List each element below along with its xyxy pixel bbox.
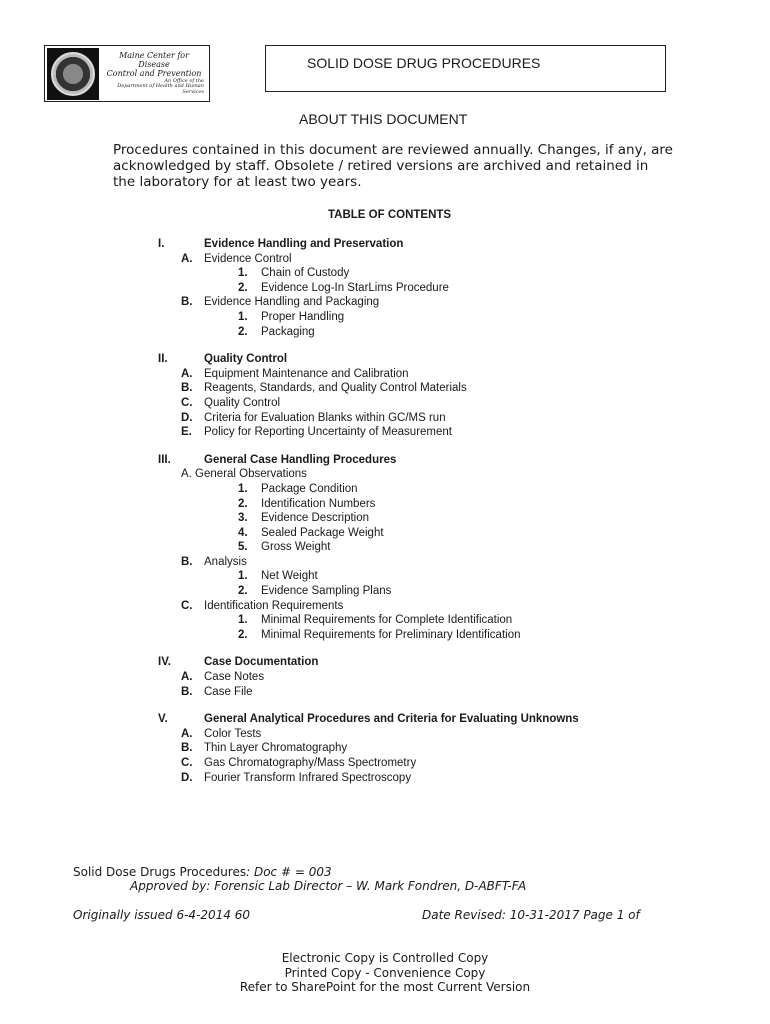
toc-subitem bbox=[0, 482, 770, 497]
toc-subitem bbox=[0, 497, 770, 512]
item-letter: B. bbox=[181, 742, 193, 755]
sharepoint-line: Refer to SharePoint for the most Current Version bbox=[239, 980, 531, 994]
item-text: A. General Observations bbox=[181, 468, 307, 481]
subitem-number: 2. bbox=[238, 628, 248, 641]
subitem-number: 2. bbox=[238, 325, 248, 338]
item-text: Analysis bbox=[204, 555, 247, 568]
subitem-number: 1. bbox=[238, 570, 248, 583]
logo-line-4: Department of Health and Human Services bbox=[117, 83, 204, 96]
doc-number-line bbox=[73, 865, 332, 879]
table-of-contents bbox=[0, 237, 770, 798]
intro-paragraph: Procedures contained in this document are reviewed annually. Changes, if any, are acknowledged by staff. Obsolete / retired versions are archived and retained in the laboratory for at least two years. bbox=[113, 142, 673, 190]
toc-item bbox=[0, 252, 770, 267]
subitem-text: Net Weight bbox=[261, 570, 318, 583]
toc-item bbox=[0, 741, 770, 756]
item-text: Evidence Handling and Packaging bbox=[204, 296, 380, 309]
logo-text bbox=[104, 51, 204, 96]
item-letter: A. bbox=[181, 727, 193, 740]
subitem-number: 1. bbox=[238, 267, 248, 280]
copy-control-notice bbox=[0, 951, 770, 995]
approved-by: Approved by: Forensic Lab Director – W. Mark Fondren, D-ABFT-FA bbox=[130, 879, 527, 893]
item-text: Case Notes bbox=[204, 671, 265, 684]
toc-item bbox=[0, 771, 770, 786]
toc-item bbox=[0, 381, 770, 396]
toc-subitem bbox=[0, 310, 770, 325]
item-text: Fourier Transform Infrared Spectroscopy bbox=[204, 771, 412, 784]
section-numeral: III. bbox=[158, 453, 171, 466]
date-revised: Date Revised: 10-31-2017 Page 1 of bbox=[422, 908, 640, 922]
toc-subitem bbox=[0, 526, 770, 541]
item-letter: D. bbox=[181, 771, 193, 784]
toc-item bbox=[0, 411, 770, 426]
toc-section bbox=[0, 352, 770, 440]
section-title: General Analytical Procedures and Criteria for Evaluating Unknowns bbox=[204, 713, 579, 726]
toc-subitem bbox=[0, 511, 770, 526]
item-letter: B. bbox=[181, 382, 193, 395]
item-text: Reagents, Standards, and Quality Control Materials bbox=[204, 382, 467, 395]
logo-line-3: An Office of the bbox=[164, 77, 204, 84]
toc-item bbox=[0, 396, 770, 411]
toc-item bbox=[0, 756, 770, 771]
toc-section bbox=[0, 655, 770, 699]
item-letter: B. bbox=[181, 296, 193, 309]
item-text: Policy for Reporting Uncertainty of Measurement bbox=[204, 426, 452, 439]
subitem-text: Minimal Requirements for Complete Identification bbox=[261, 614, 513, 627]
item-letter: A. bbox=[181, 671, 193, 684]
document-title: SOLID DOSE DRUG PROCEDURES bbox=[307, 55, 541, 71]
subitem-text: Proper Handling bbox=[261, 310, 345, 323]
toc-section-heading bbox=[0, 352, 770, 367]
toc-item bbox=[0, 727, 770, 742]
section-numeral: IV. bbox=[158, 656, 172, 669]
item-letter: A. bbox=[181, 252, 193, 265]
toc-title: TABLE OF CONTENTS bbox=[328, 209, 452, 221]
toc-section-heading bbox=[0, 453, 770, 468]
toc-section bbox=[0, 237, 770, 339]
toc-subitem bbox=[0, 613, 770, 628]
toc-item bbox=[0, 295, 770, 310]
item-text: Criteria for Evaluation Blanks within GC/MS run bbox=[204, 411, 446, 424]
item-letter: C. bbox=[181, 757, 193, 769]
subitem-text: Packaging bbox=[261, 325, 315, 338]
doc-label: Solid Dose Drugs Procedures bbox=[73, 865, 247, 879]
subitem-number: 2. bbox=[238, 497, 248, 510]
subitem-number: 5. bbox=[238, 541, 248, 554]
subitem-text: Evidence Description bbox=[261, 512, 370, 525]
subitem-text: Evidence Log-In StarLims Procedure bbox=[261, 281, 449, 294]
item-letter: B. bbox=[181, 685, 193, 698]
doc-number: : Doc # = 003 bbox=[246, 865, 332, 879]
toc-section-heading bbox=[0, 237, 770, 252]
subitem-text: Evidence Sampling Plans bbox=[261, 585, 392, 598]
subitem-number: 1. bbox=[238, 614, 248, 627]
item-text: Evidence Control bbox=[204, 252, 292, 265]
agency-logo bbox=[44, 45, 210, 102]
subitem-text: Gross Weight bbox=[261, 541, 331, 554]
toc-subitem bbox=[0, 628, 770, 643]
section-title: Quality Control bbox=[204, 353, 288, 366]
toc-section-heading bbox=[0, 712, 770, 727]
subitem-text: Chain of Custody bbox=[261, 267, 350, 280]
subitem-number: 4. bbox=[238, 526, 248, 539]
section-title: Evidence Handling and Preservation bbox=[204, 238, 404, 250]
section-numeral: V. bbox=[158, 713, 168, 726]
originally-issued: Originally issued 6-4-2014 60 bbox=[73, 908, 251, 922]
toc-subitem bbox=[0, 281, 770, 296]
subitem-text: Minimal Requirements for Preliminary Identification bbox=[261, 628, 521, 641]
toc-item bbox=[0, 367, 770, 382]
toc-section bbox=[0, 453, 770, 643]
subitem-number: 3. bbox=[238, 512, 248, 525]
item-text: Equipment Maintenance and Calibration bbox=[204, 367, 409, 380]
toc-subitem bbox=[0, 266, 770, 281]
item-letter: A. bbox=[181, 367, 193, 380]
item-text: Identification Requirements bbox=[204, 599, 344, 612]
subitem-number: 1. bbox=[238, 482, 248, 495]
toc-item bbox=[0, 467, 770, 482]
toc-section-heading bbox=[0, 655, 770, 670]
state-seal-icon bbox=[47, 48, 99, 100]
item-letter: B. bbox=[181, 555, 193, 568]
subitem-number: 2. bbox=[238, 585, 248, 598]
item-text: Case File bbox=[204, 685, 253, 698]
section-title: Case Documentation bbox=[204, 656, 319, 669]
section-title: General Case Handling Procedures bbox=[204, 453, 397, 466]
item-letter: D. bbox=[181, 411, 193, 424]
toc-item bbox=[0, 670, 770, 685]
convenience-copy-line: Printed Copy - Convenience Copy bbox=[284, 965, 486, 980]
toc-subitem bbox=[0, 569, 770, 584]
item-letter: E. bbox=[181, 426, 192, 439]
subitem-number: 1. bbox=[238, 310, 248, 323]
subitem-number: 2. bbox=[238, 281, 248, 294]
item-letter: C. bbox=[181, 396, 193, 409]
item-letter: C. bbox=[181, 599, 193, 612]
title-box bbox=[265, 45, 666, 92]
section-numeral: I. bbox=[158, 238, 165, 250]
toc-subitem bbox=[0, 325, 770, 340]
item-text: Thin Layer Chromatography bbox=[204, 742, 348, 755]
item-text: Quality Control bbox=[204, 396, 281, 409]
about-heading: ABOUT THIS DOCUMENT bbox=[299, 111, 468, 127]
subitem-text: Package Condition bbox=[261, 482, 358, 495]
toc-section bbox=[0, 712, 770, 785]
toc-item bbox=[0, 425, 770, 440]
toc-item bbox=[0, 555, 770, 570]
logo-line-2: Control and Prevention bbox=[106, 69, 202, 79]
controlled-copy-line: Electronic Copy is Controlled Copy bbox=[281, 951, 489, 965]
toc-item bbox=[0, 599, 770, 614]
subitem-text: Sealed Package Weight bbox=[261, 526, 384, 539]
item-text: Color Tests bbox=[204, 727, 262, 740]
toc-subitem bbox=[0, 540, 770, 555]
toc-item bbox=[0, 685, 770, 700]
subitem-text: Identification Numbers bbox=[261, 497, 376, 510]
section-numeral: II. bbox=[158, 353, 168, 366]
item-text: Gas Chromatography/Mass Spectrometry bbox=[204, 757, 417, 769]
logo-line-1: Maine Center for Disease bbox=[119, 51, 189, 70]
toc-subitem bbox=[0, 584, 770, 599]
